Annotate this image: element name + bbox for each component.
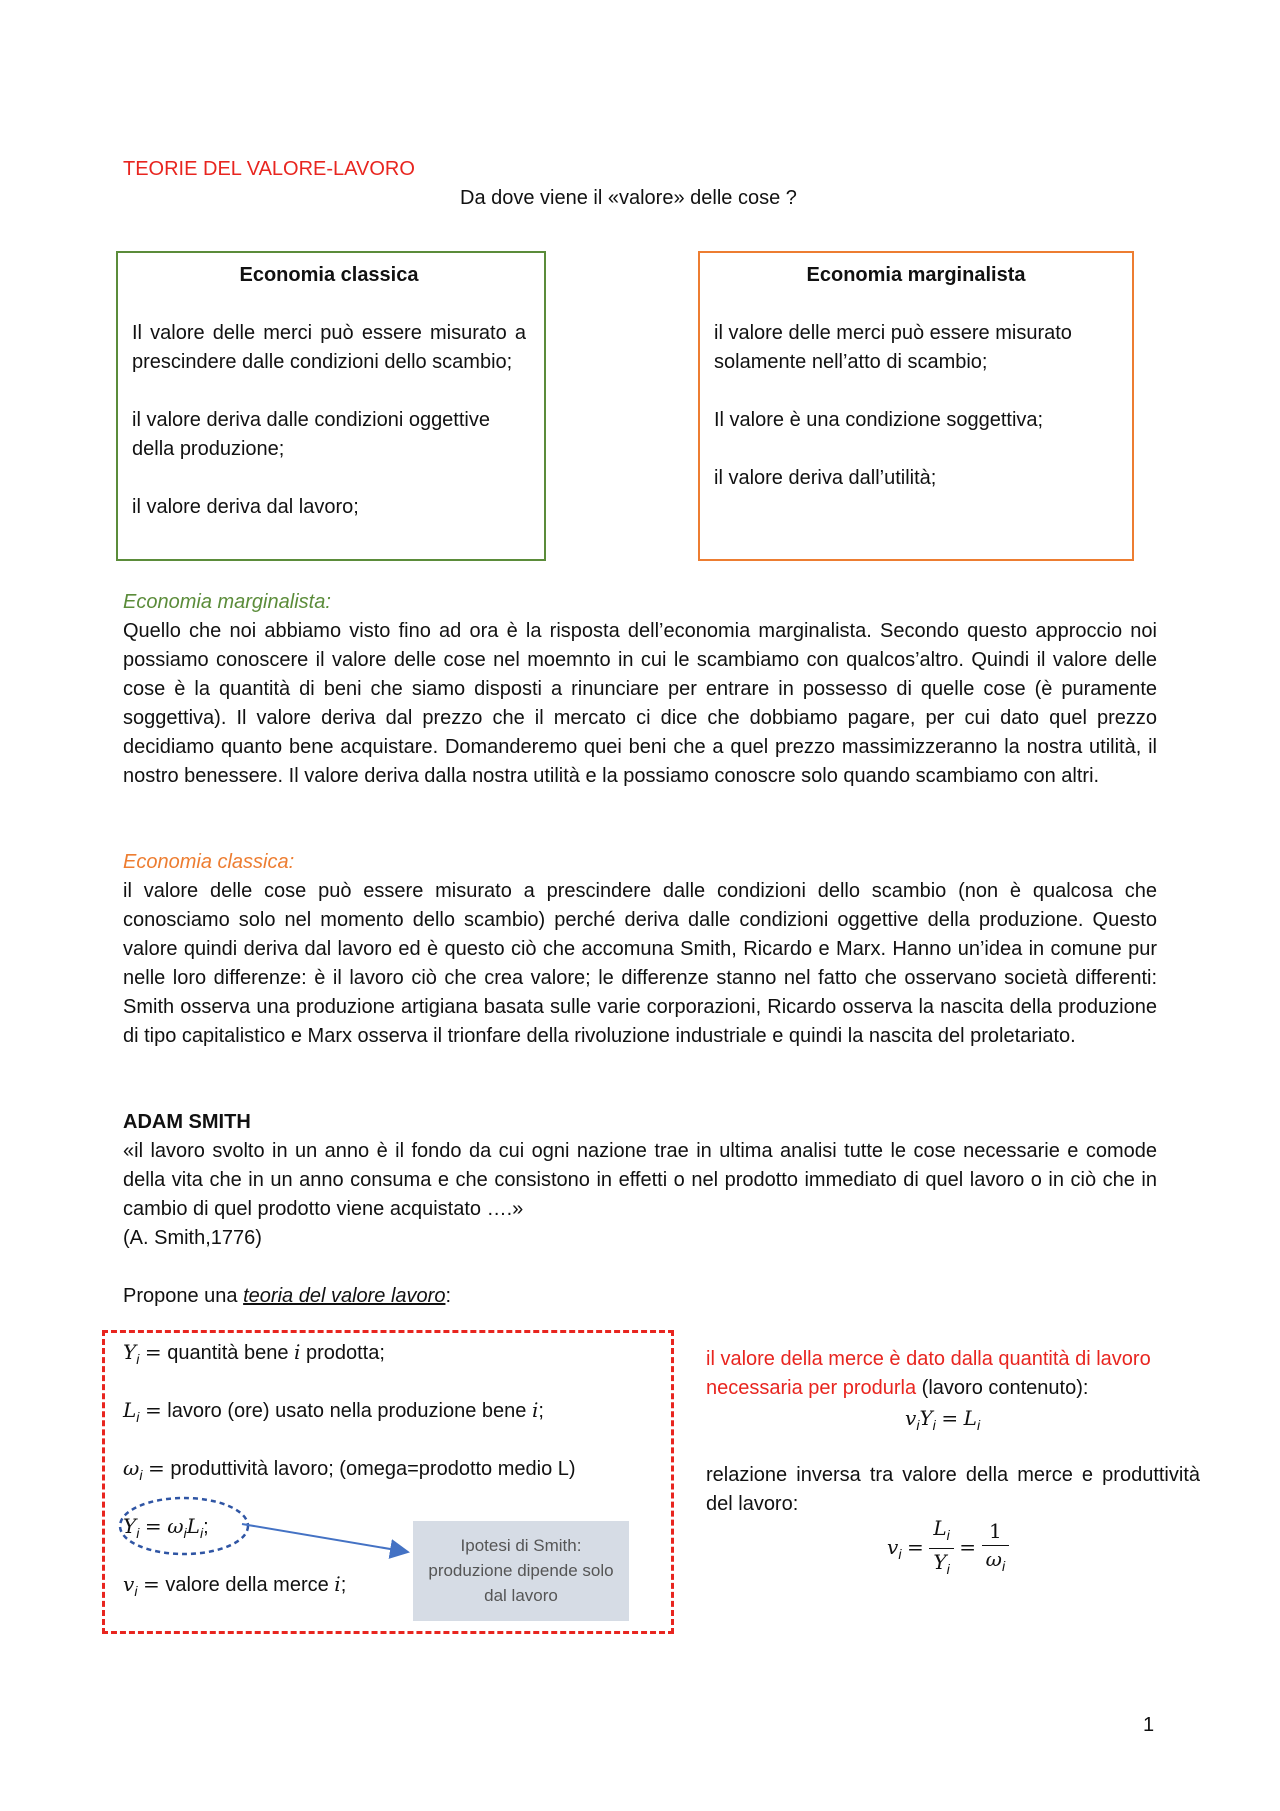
def-omega-eq: = [148, 1456, 165, 1480]
marginalista-box-p1: il valore delle merci può essere misurato solamente nell’atto di scambio; [714, 322, 1072, 373]
classica-box [116, 251, 546, 561]
classica-body: il valore delle cose può essere misurato a prescindere dalle condizioni dello scambio (non è qualcosa che conosciamo solo nel momento dello scambio) perché deriva dalle condizioni oggettive della produzione. Questo valore quindi deriva dal lavoro ed è questo ciò che accomuna Smith, Ricardo e Marx. Hanno un’idea in comune pur nelle loro differenze: è il lavoro ciò che crea valore; le differenze stanno nel fatto che osservano società differenti: Smith osserva una produzione artigiana basata sulle varie corporazioni, Ricardo osserva la nascita della produzione di tipo capitalistico e Marx osserva il trionfare della rivoluzione industriale e quindi la nascita del proletariato. [123, 880, 1157, 1047]
def-v-tail: ; [340, 1574, 347, 1596]
marginalista-box-p3: il valore deriva dall’utilità; [714, 467, 937, 489]
labor-value-black: (lavoro contenuto): [916, 1377, 1089, 1399]
def-l-i: i [531, 1398, 539, 1422]
def-v-text: valore della merce [165, 1574, 335, 1596]
def-l-tail: ; [538, 1400, 544, 1422]
classica-box-p3: il valore deriva dal lavoro; [132, 496, 359, 518]
smith-heading: ADAM SMITH [123, 1111, 251, 1133]
smith-citation: (A. Smith,1776) [123, 1227, 262, 1249]
def-l-text: lavoro (ore) usato nella produzione bene [167, 1400, 532, 1422]
marginalista-box [698, 251, 1134, 561]
def-l-symbol: L [123, 1398, 137, 1422]
eq1-v-sub: i [916, 1417, 920, 1433]
def-y-tail: prodotta; [300, 1342, 385, 1364]
def-production-semi: ; [203, 1516, 209, 1538]
propone-line [123, 1282, 451, 1311]
def-l [123, 1396, 544, 1432]
eq1-v: v [905, 1406, 917, 1430]
marginalista-box-p2: Il valore è una condizione soggettiva; [714, 409, 1044, 431]
labor-value-statement [706, 1345, 1206, 1403]
eq2-v: v [887, 1534, 899, 1559]
def-production-lhs-sub: i [136, 1525, 140, 1541]
smith-hypothesis-callout: Ipotesi di Smith: produzione dipende solo dal lavoro [413, 1521, 629, 1621]
def-y-sub: i [136, 1351, 140, 1367]
page-question: Da dove viene il «valore» delle cose ? [460, 187, 797, 209]
def-omega-sub: i [139, 1467, 143, 1483]
eq2-frac-1 [929, 1515, 953, 1582]
eq2-eq2: = [959, 1534, 977, 1559]
eq2-den2: ω [985, 1547, 1002, 1571]
def-y [123, 1338, 385, 1374]
propone-link: teoria del valore lavoro [243, 1285, 446, 1307]
def-production-lhs: Y [123, 1514, 137, 1538]
def-production-omega-sub: i [183, 1525, 187, 1541]
def-y-text: quantità bene [167, 1342, 294, 1364]
eq2-num2: 1 [988, 1519, 1002, 1543]
def-y-eq: = [144, 1340, 162, 1364]
eq2-num1-sub: i [946, 1527, 950, 1543]
marginalista-box-title: Economia marginalista [806, 264, 1026, 286]
eq2-den1-sub: i [946, 1561, 950, 1577]
eq2-frac-2 [982, 1518, 1009, 1579]
propone-suffix: : [445, 1285, 452, 1307]
smith-quote: «il lavoro svolto in un anno è il fondo da cui ogni nazione trae in ultima analisi tutte le cose necessarie e comode della vita che in un anno consuma e che consistono in effetti o nel prodotto immediato di quel lavoro o in ciò che in cambio di quel prodotto viene acquistato ….» [123, 1140, 1157, 1220]
eq2-v-sub: i [898, 1545, 902, 1562]
eq1-l: L [963, 1406, 977, 1430]
eq2-num1: L [933, 1516, 947, 1540]
def-production-omega: ω [167, 1514, 184, 1538]
def-v-symbol: v [123, 1572, 135, 1596]
hypothesis-arrow [240, 1520, 415, 1560]
eq2-den2-sub: i [1001, 1558, 1006, 1574]
eq1-l-sub: i [976, 1417, 981, 1433]
def-y-symbol: Y [123, 1340, 137, 1364]
def-omega-text: produttività lavoro; (omega=prodotto medio L) [170, 1458, 576, 1480]
def-y-i: i [294, 1340, 301, 1364]
marginalista-heading: Economia marginalista: [123, 591, 331, 613]
page-title: TEORIE DEL VALORE-LAVORO [123, 158, 415, 180]
labor-value-red: il valore della merce è dato dalla quantità di lavoro necessaria per produrla [706, 1348, 1151, 1399]
inverse-relation-text: relazione inversa tra valore della merce e produttività del lavoro: [706, 1464, 1200, 1515]
def-omega-symbol: ω [123, 1456, 140, 1480]
eq1-y: Y [919, 1406, 933, 1430]
def-v-i: i [334, 1572, 341, 1596]
def-l-eq: = [144, 1398, 162, 1422]
classica-heading: Economia classica: [123, 851, 295, 873]
def-production-eq: = [144, 1514, 162, 1538]
def-l-sub: i [136, 1409, 140, 1425]
marginalista-body: Quello che noi abbiamo visto fino ad ora è la risposta dell’economia marginalista. Secondo questo approccio noi possiamo conoscere il valore delle cose nel moemnto in cui le scambiamo con qualcos’altro. Quindi il valore delle cose è la quantità di beni che siamo disposti a rinunciare per entrare in possesso di quelle cose (è puramente soggettiva). Il valore deriva dal prezzo che il mercato ci dice che dobbiamo pagare, per cui dato quel prezzo decidiamo quanto bene acquistare. Domanderemo quei beni che a quel prezzo massimizzeranno la nostra utilità, il nostro benessere. Il valore deriva dalla nostra utilità e la possiamo conoscre solo quando scambiamo con altri. [123, 620, 1157, 787]
page-number: 1 [1143, 1714, 1155, 1736]
def-v-sub: i [134, 1583, 138, 1599]
def-omega [123, 1454, 576, 1490]
equation-2 [887, 1515, 1009, 1582]
eq2-den1: Y [933, 1550, 947, 1574]
def-production [123, 1512, 209, 1548]
classica-box-title: Economia classica [239, 264, 419, 286]
propone-prefix: Propone una [123, 1285, 244, 1307]
classica-box-p2: il valore deriva dalle condizioni oggettive della produzione; [132, 409, 490, 460]
eq2-eq1: = [907, 1534, 924, 1559]
def-production-l-sub: i [199, 1525, 204, 1541]
def-production-l: L [186, 1514, 200, 1538]
eq1-y-sub: i [932, 1417, 936, 1433]
eq1-eq: = [941, 1406, 959, 1430]
equation-1 [905, 1404, 980, 1440]
classica-box-p1: Il valore delle merci può essere misurato a prescindere dalle condizioni dello scambio; [132, 322, 526, 373]
def-v-eq: = [143, 1572, 160, 1596]
def-v [123, 1570, 346, 1606]
